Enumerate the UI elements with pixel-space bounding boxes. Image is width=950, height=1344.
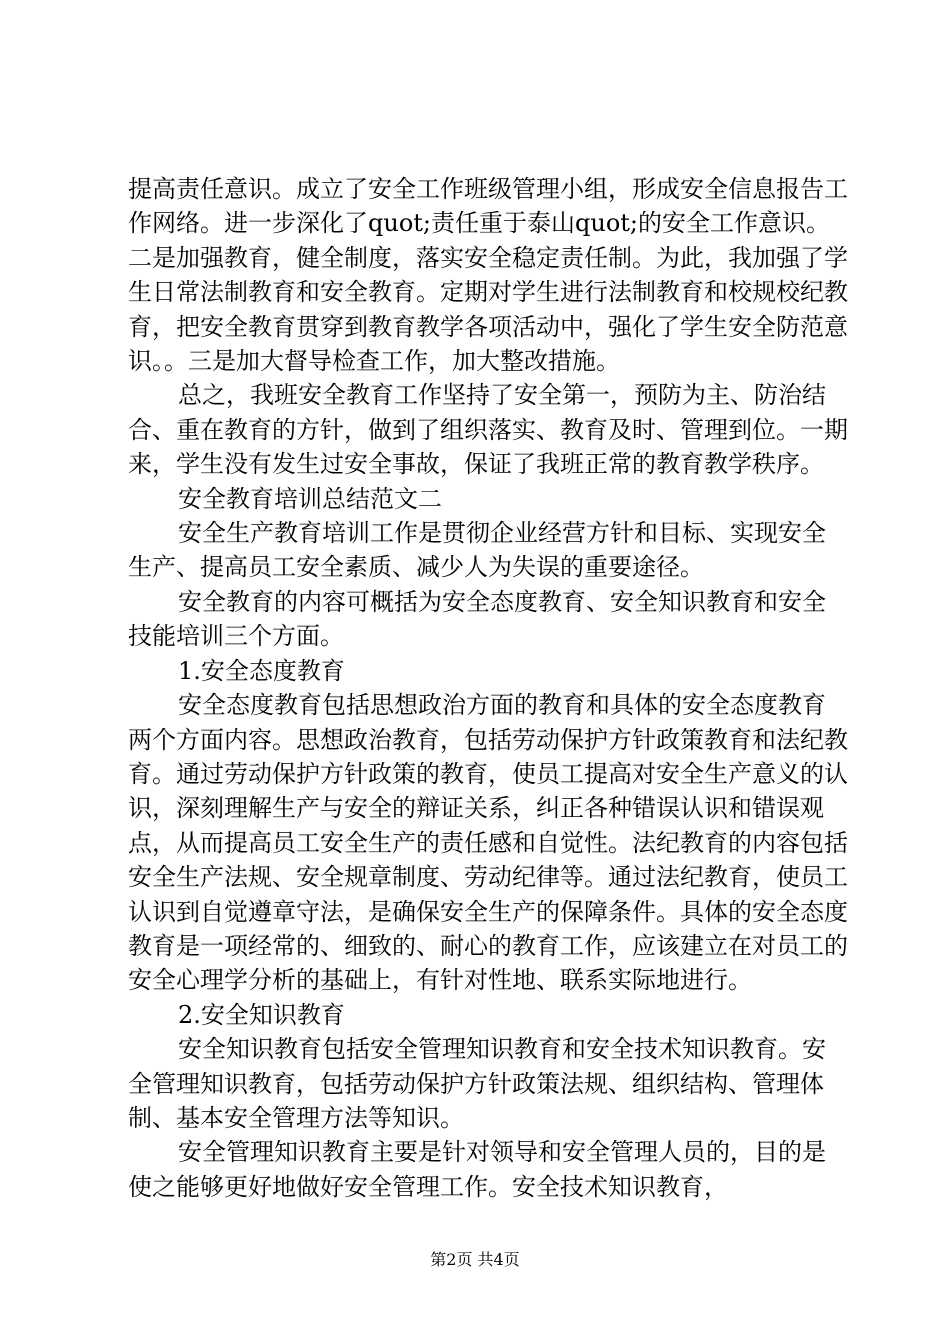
document-body: [128, 172, 848, 1204]
paragraph-management-knowledge: 安全管理知识教育主要是针对领导和安全管理人员的，目的是使之能够更好地做好安全管理工作。安全技术知识教育，: [128, 1138, 826, 1201]
paragraph-summary: 总之，我班安全教育工作坚持了安全第一，预防为主、防治结合、重在教育的方针，做到了组织落实、教育及时、管理到位。一期来，学生没有发生过安全事故，保证了我班正常的教育教学秩序。: [128, 381, 848, 479]
subheading-attitude-education: 1.安全态度教育: [178, 656, 345, 685]
paragraph-intro: 安全生产教育培训工作是贯彻企业经营方针和目标、实现安全生产、提高员工安全素质、减少人为失误的重要途径。: [128, 519, 826, 582]
paragraph-knowledge-education: 安全知识教育包括安全管理知识教育和安全技术知识教育。安全管理知识教育，包括劳动保护方针政策法规、组织结构、管理体制、基本安全管理方法等知识。: [128, 1035, 826, 1132]
paragraph-content-overview: 安全教育的内容可概括为安全态度教育、安全知识教育和安全技能培训三个方面。: [128, 587, 826, 651]
page-footer: 第2页 共4页: [430, 1250, 520, 1269]
subheading-knowledge-education: 2.安全知识教育: [178, 1000, 345, 1029]
paragraph-continuation: 提高责任意识。成立了安全工作班级管理小组，形成安全信息报告工作网络。进一步深化了quot;责任重于泰山quot;的安全工作意识。二是加强教育，健全制度，落实安全稳定责任制。为此，我加强了学生日常法制教育和安全教育。定期对学生进行法制教育和校规校纪教育，把安全教育贯穿到教育教学各项活动中，强化了学生安全防范意识。。三是加大督导检查工作，加大整改措施。: [128, 175, 848, 376]
paragraph-attitude-education: 安全态度教育包括思想政治方面的教育和具体的安全态度教育两个方面内容。思想政治教育，包括劳动保护方针政策教育和法纪教育。通过劳动保护方针政策的教育，使员工提高对安全生产意义的认识，深刻理解生产与安全的辩证关系，纠正各种错误认识和错误观点，从而提高员工安全生产的责任感和自觉性。法纪教育的内容包括安全生产法规、安全规章制度、劳动纪律等。通过法纪教育，使员工认识到自觉遵章守法，是确保安全生产的保障条件。具体的安全态度教育是一项经常的、细致的、耐心的教育工作，应该建立在对员工的安全心理学分析的基础上，有针对性地、联系实际地进行。: [128, 691, 848, 995]
section-heading: 安全教育培训总结范文二: [178, 484, 442, 513]
